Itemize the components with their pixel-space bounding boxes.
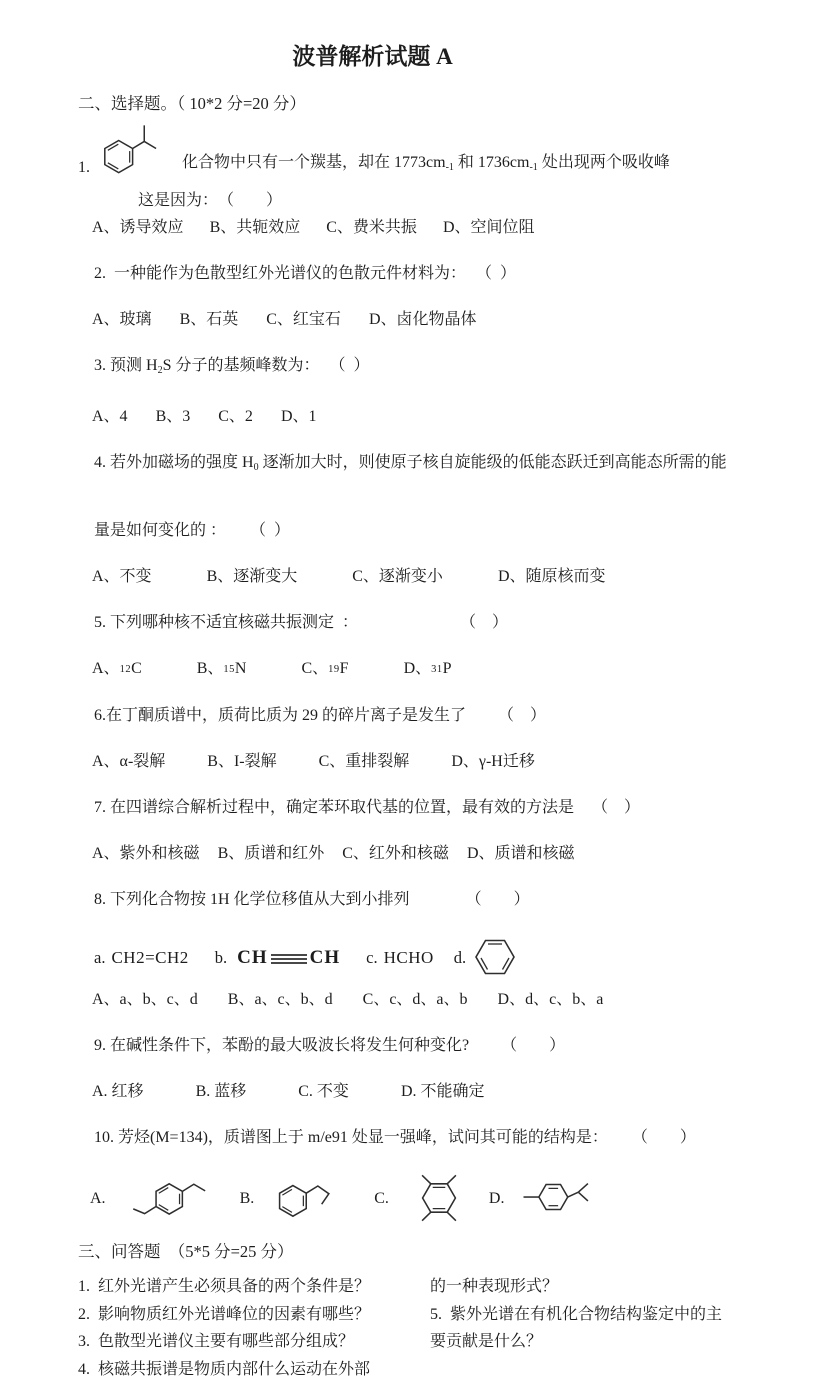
option: B、逐渐变大	[207, 567, 298, 586]
question-7: 7. 在四谱综合解析过程中，确定苯环取代基的位置，最有效的方法是 （ ）	[78, 779, 779, 836]
answer-blank: （ ）	[337, 357, 369, 374]
structure-p-diethylbenzene-drawing	[120, 1170, 226, 1226]
question-4-options	[92, 567, 779, 586]
option: D. 不能确定	[401, 1082, 485, 1101]
option: A、4	[92, 407, 128, 426]
structure-cumene	[96, 119, 166, 179]
option: D、γ-H迁移	[451, 752, 535, 771]
question-3: 3. 预测 $H_2S$ 分子的基频峰数为： （ ）	[78, 337, 779, 399]
structure-acetylene	[237, 948, 340, 967]
option: B、a、c、b、d	[228, 990, 333, 1009]
answer-blank: （ ）	[258, 522, 290, 539]
option: D、d、c、b、a	[498, 990, 604, 1009]
question-6-options	[92, 752, 779, 771]
question-9-options	[92, 1082, 779, 1101]
answer-blank: （ ）	[484, 265, 516, 282]
question-5-options	[92, 659, 779, 679]
answer-blank: （ ）	[592, 799, 640, 816]
ch-right: CH	[310, 948, 341, 967]
option: A. 红移	[92, 1082, 144, 1101]
question-10: 10. 芳烃(M=134)，质谱图上于 m/e91 处显一强峰，试问其可能的结构是： （ ）	[78, 1109, 779, 1166]
option: C、费米共振	[326, 218, 417, 237]
question-8-options	[92, 990, 779, 1009]
item-d-label: d.	[454, 948, 466, 967]
structure-p-diethylbenzene	[120, 1170, 226, 1226]
question-9: 9. 在碱性条件下，苯酚的最大吸波长将发生何种变化? （ ）	[78, 1017, 779, 1074]
section-choice-heading: 二、选择题。（ 10*2 分=20 分）	[78, 94, 779, 113]
qa-item: 5. 紫外光谱在有机化合物结构鉴定中的主	[430, 1301, 779, 1329]
question-8-structures	[88, 932, 779, 982]
structure-cumene-drawing	[96, 119, 166, 179]
qa-item: 4. 核磁共振谱是物质内部什么运动在外部	[78, 1356, 430, 1383]
answer-blank: （ ）	[498, 707, 546, 724]
question-1	[78, 119, 779, 179]
question-2: 2. 一种能作为色散型红外光谱仪的色散元件材料为： （ ）	[78, 245, 779, 302]
page-title: 波普解析试题 A	[78, 42, 667, 72]
question-7-options	[92, 844, 779, 863]
item-b-label: b.	[215, 948, 227, 967]
superscript-minus-1: -1	[446, 162, 454, 173]
structure-p-cymene-drawing	[518, 1173, 604, 1223]
structure-propylbenzene-drawing	[268, 1170, 360, 1226]
structure-durene	[403, 1170, 475, 1226]
qa-left-column	[78, 1273, 430, 1383]
option: A、紫外和核磁	[92, 844, 200, 863]
isotope-number: 12	[120, 664, 132, 675]
option: C、逐渐变小	[352, 567, 443, 586]
qa-item: 3. 色散型光谱仪主要有哪些部分组成？	[78, 1328, 430, 1356]
option: D、1	[281, 407, 317, 426]
qa-item: 1. 红外光谱产生必须具备的两个条件是？	[78, 1273, 430, 1301]
question-1-text: 化合物中只有一个羰基，却在 $1773cm_{-1}$ 和 $1736cm_{-1}$ 处出现两个吸收峰	[182, 153, 670, 179]
option-a-label: A.	[90, 1189, 106, 1208]
option: A、a、b、c、d	[92, 990, 198, 1009]
option: B. 蓝移	[196, 1082, 247, 1101]
qa-right-column	[430, 1273, 779, 1383]
structure-p-cymene	[518, 1173, 604, 1223]
qa-item-continuation: 要贡献是什么？	[430, 1328, 779, 1356]
item-c-label: c.	[366, 948, 377, 967]
option: C、19F	[301, 659, 348, 679]
isotope-number: 19	[328, 664, 340, 675]
triple-bond-icon	[270, 953, 308, 965]
structure-durene-drawing	[403, 1170, 475, 1226]
option-d-label: D.	[489, 1189, 505, 1208]
option: C、红宝石	[266, 310, 341, 329]
option: A、诱导效应	[92, 218, 184, 237]
option: D、卤化物晶体	[369, 310, 477, 329]
superscript-minus-1: -1	[529, 162, 537, 173]
isotope-number: 31	[431, 664, 443, 675]
option: C. 不变	[298, 1082, 349, 1101]
subscript-0: 0	[254, 462, 259, 473]
subscript-2: 2	[158, 365, 163, 376]
formula-ethylene: CH2=CH2	[111, 948, 188, 967]
answer-blank: （ ）	[468, 614, 508, 631]
option: A、不变	[92, 567, 152, 586]
option: B、3	[156, 407, 191, 426]
question-3-options	[92, 407, 779, 426]
question-5: 5. 下列哪种核不适宜核磁共振测定 ： （ ）	[78, 594, 779, 651]
option: D、质谱和核磁	[467, 844, 575, 863]
question-1-prompt: 这是因为： （ ）	[138, 191, 779, 210]
option: B、共轭效应	[210, 218, 301, 237]
option-c-label: C.	[374, 1189, 389, 1208]
question-6: 6.在丁酮质谱中，质荷比质为 29 的碎片离子是发生了 （ ）	[78, 687, 779, 744]
option: D、空间位阻	[443, 218, 535, 237]
option: B、15N	[197, 659, 247, 679]
question-1-options	[92, 218, 779, 237]
formula-formaldehyde: HCHO	[384, 948, 434, 967]
structure-benzene	[472, 932, 518, 982]
question-2-options	[92, 310, 779, 329]
section-qa-heading: 三、问答题 （5*5 分=25 分）	[78, 1242, 779, 1261]
option: A、α-裂解	[92, 752, 165, 771]
qa-item-continuation: 的一种表现形式？	[430, 1273, 779, 1301]
option: D、随原核而变	[498, 567, 606, 586]
ch-left: CH	[237, 948, 268, 967]
answer-blank: （ ）	[501, 1037, 565, 1054]
qa-columns	[78, 1273, 779, 1383]
structure-benzene-drawing	[472, 932, 518, 982]
option: B、I-裂解	[207, 752, 276, 771]
option: C、红外和核磁	[342, 844, 449, 863]
option: B、质谱和红外	[218, 844, 325, 863]
isotope-number: 15	[223, 664, 235, 675]
option-b-label: B.	[240, 1189, 255, 1208]
question-4-line2: 量是如何变化的 ： （ ）	[78, 502, 779, 559]
option: A、12C	[92, 659, 142, 679]
option: C、重排裂解	[319, 752, 410, 771]
option: D、31P	[404, 659, 452, 679]
question-8: 8. 下列化合物按 1H 化学位移值从大到小排列 （ ）	[78, 871, 779, 928]
question-4-line1: 4. 若外加磁场的强度 $H_0$ 逐渐加大时，则使原子核自旋能级的低能态跃迁到高能态所需的能	[78, 434, 779, 496]
option: B、石英	[180, 310, 239, 329]
question-10-structures	[90, 1170, 779, 1226]
option: C、2	[218, 407, 253, 426]
structure-propylbenzene	[268, 1170, 360, 1226]
option: A、玻璃	[92, 310, 152, 329]
item-a-label: a.	[94, 948, 105, 967]
answer-blank: （ ）	[640, 1129, 696, 1146]
question-1-number: 1.	[78, 158, 90, 179]
answer-blank: （ ）	[466, 891, 530, 908]
qa-item: 2. 影响物质红外光谱峰位的因素有哪些？	[78, 1301, 430, 1329]
option: C、c、d、a、b	[363, 990, 468, 1009]
